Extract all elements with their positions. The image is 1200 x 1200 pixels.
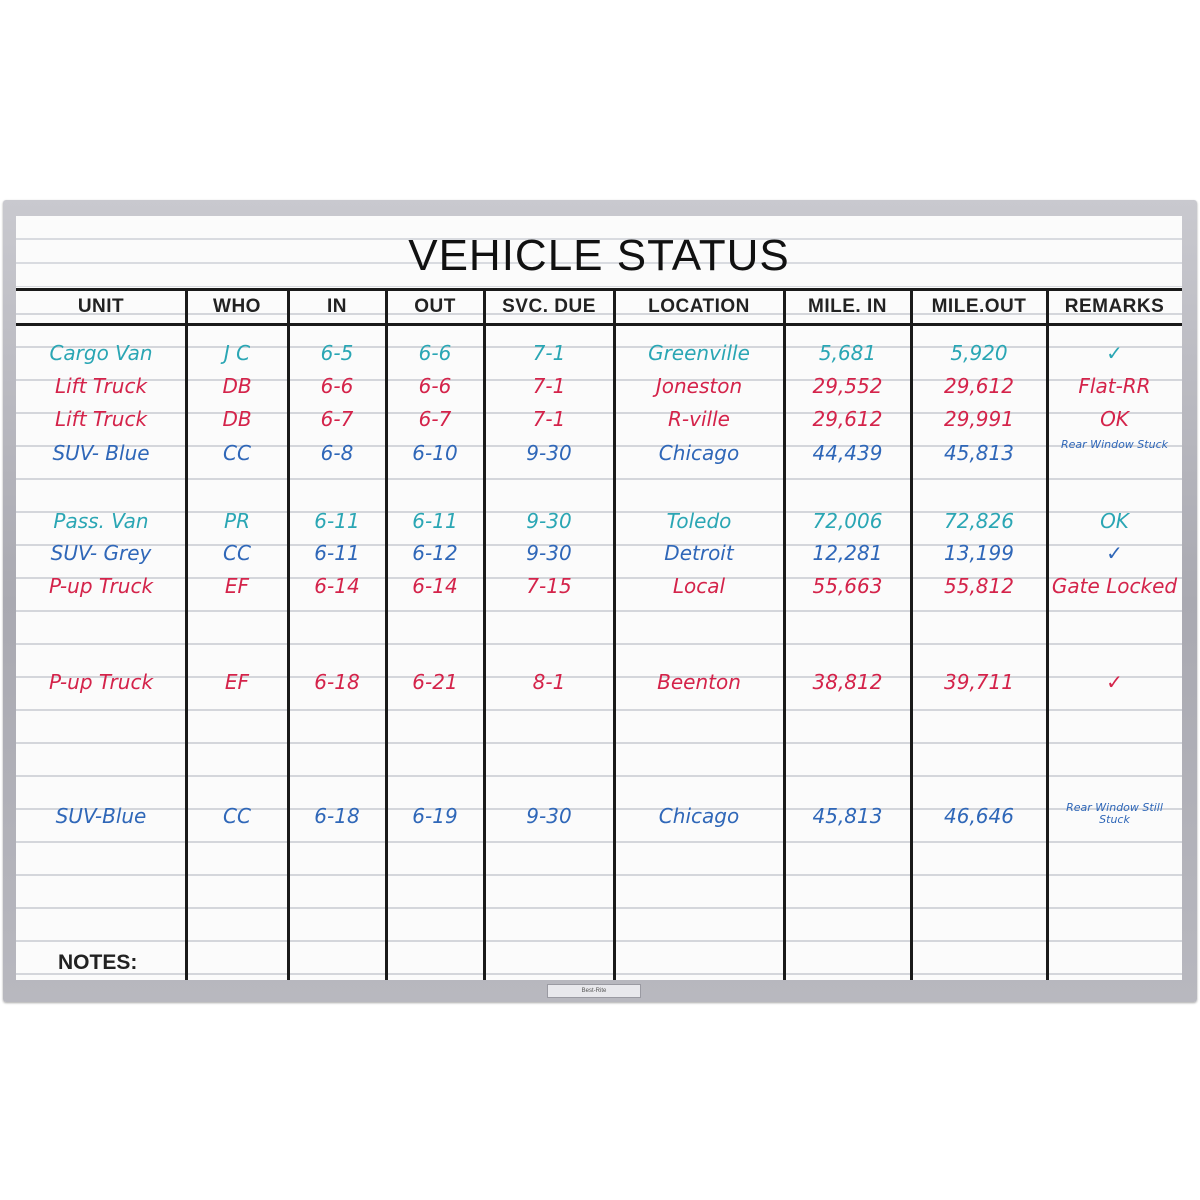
cell-unit: SUV- Blue [52, 441, 150, 465]
cell-svc: 9-30 [526, 804, 572, 828]
cell-mile-in: 45,813 [812, 804, 883, 828]
cell-unit: Lift Truck [54, 374, 148, 398]
cell-out: 6-6 [418, 374, 452, 398]
cell-location: Local [672, 574, 726, 598]
column-header: SVC. DUE [502, 296, 596, 317]
cell-unit: Pass. Van [53, 509, 149, 533]
cell-location: Beenton [657, 670, 741, 694]
column-divider [185, 288, 188, 980]
cell-remark: Rear Window Stuck [1061, 439, 1168, 451]
column-divider [1046, 288, 1049, 980]
column-header: UNIT [77, 296, 125, 317]
cell-unit: SUV-Blue [55, 804, 147, 828]
cell-location: Greenville [648, 341, 750, 365]
cell-location: Joneston [655, 374, 743, 398]
cell-remark: OK [1100, 509, 1129, 533]
cell-mile-in: 55,663 [812, 574, 883, 598]
cell-in: 6-7 [320, 407, 354, 431]
cell-in: 6-8 [320, 441, 354, 465]
cell-unit: Cargo Van [49, 341, 153, 365]
cell-mile-in: 29,612 [812, 407, 883, 431]
column-divider [910, 288, 913, 980]
cell-who: DB [222, 374, 252, 398]
cell-mile-out: 46,646 [944, 804, 1014, 828]
column-header: MILE.OUT [931, 296, 1027, 317]
cell-who: EF [224, 574, 250, 598]
cell-out: 6-12 [412, 541, 458, 565]
header-bottom-rule [16, 323, 1182, 326]
cell-location: Detroit [664, 541, 734, 565]
column-divider [483, 288, 486, 980]
cell-mile-out: 55,812 [944, 574, 1014, 598]
cell-mile-out: 13,199 [944, 541, 1014, 565]
cell-mile-out: 39,711 [944, 670, 1014, 694]
cell-out: 6-21 [412, 670, 458, 694]
cell-remark: Flat-RR [1078, 374, 1151, 398]
column-divider [783, 288, 786, 980]
cell-remark: ✓ [1106, 670, 1123, 694]
cell-svc: 9-30 [526, 509, 572, 533]
cell-mile-out: 29,991 [944, 407, 1014, 431]
cell-location: R-ville [668, 407, 730, 431]
cell-out: 6-19 [412, 804, 458, 828]
cell-who: CC [223, 441, 251, 465]
cell-svc: 7-1 [532, 407, 566, 431]
cell-in: 6-6 [320, 374, 354, 398]
cell-who: J C [223, 341, 251, 365]
cell-out: 6-7 [418, 407, 452, 431]
cell-mile-in: 12,281 [812, 541, 883, 565]
cell-unit: Lift Truck [54, 407, 148, 431]
column-header: OUT [414, 296, 456, 317]
cell-mile-out: 29,612 [944, 374, 1014, 398]
cell-who: PR [224, 509, 250, 533]
maker-label: Best-Rite [547, 984, 641, 998]
cell-unit: P-up Truck [48, 670, 154, 694]
cell-remark: Gate Locked [1051, 574, 1178, 598]
cell-out: 6-6 [418, 341, 452, 365]
cell-mile-out: 45,813 [944, 441, 1014, 465]
cell-mile-in: 44,439 [812, 441, 883, 465]
cell-remark: ✓ [1106, 541, 1123, 565]
cell-in: 6-11 [314, 541, 360, 565]
notes-label: NOTES: [58, 951, 138, 974]
cell-location: Chicago [658, 804, 740, 828]
cell-remark: Rear Window Still Stuck [1066, 802, 1163, 826]
cell-unit: P-up Truck [48, 574, 154, 598]
cell-who: EF [224, 670, 250, 694]
whiteboard [16, 216, 1182, 980]
cell-in: 6-14 [314, 574, 360, 598]
cell-who: CC [223, 804, 251, 828]
cell-mile-in: 5,681 [818, 341, 877, 365]
column-header: LOCATION [648, 296, 750, 317]
cell-remark: ✓ [1106, 341, 1123, 365]
cell-svc: 8-1 [532, 670, 566, 694]
column-header: MILE. IN [808, 296, 887, 317]
cell-who: CC [223, 541, 251, 565]
cell-in: 6-5 [320, 341, 354, 365]
cell-mile-out: 5,920 [950, 341, 1008, 365]
cell-svc: 9-30 [526, 541, 572, 565]
cell-svc: 9-30 [526, 441, 572, 465]
cell-out: 6-14 [412, 574, 458, 598]
board-title: VEHICLE STATUS [408, 231, 790, 280]
cell-remark: OK [1100, 407, 1129, 431]
cell-out: 6-10 [412, 441, 458, 465]
column-divider [385, 288, 388, 980]
column-divider [287, 288, 290, 980]
cell-mile-in: 38,812 [812, 670, 883, 694]
cell-unit: SUV- Grey [50, 541, 152, 565]
cell-location: Toledo [666, 509, 732, 533]
column-header: IN [327, 296, 347, 317]
header-top-rule [16, 288, 1182, 291]
cell-svc: 7-15 [526, 574, 572, 598]
cell-mile-in: 72,006 [812, 509, 883, 533]
cell-svc: 7-1 [532, 341, 566, 365]
cell-mile-out: 72,826 [944, 509, 1014, 533]
cell-who: DB [222, 407, 252, 431]
cell-in: 6-18 [314, 804, 360, 828]
column-divider [613, 288, 616, 980]
cell-out: 6-11 [412, 509, 458, 533]
cell-in: 6-11 [314, 509, 360, 533]
column-header: REMARKS [1064, 296, 1165, 317]
cell-mile-in: 29,552 [812, 374, 883, 398]
cell-in: 6-18 [314, 670, 360, 694]
cell-location: Chicago [658, 441, 740, 465]
column-header: WHO [213, 296, 261, 317]
cell-svc: 7-1 [532, 374, 566, 398]
